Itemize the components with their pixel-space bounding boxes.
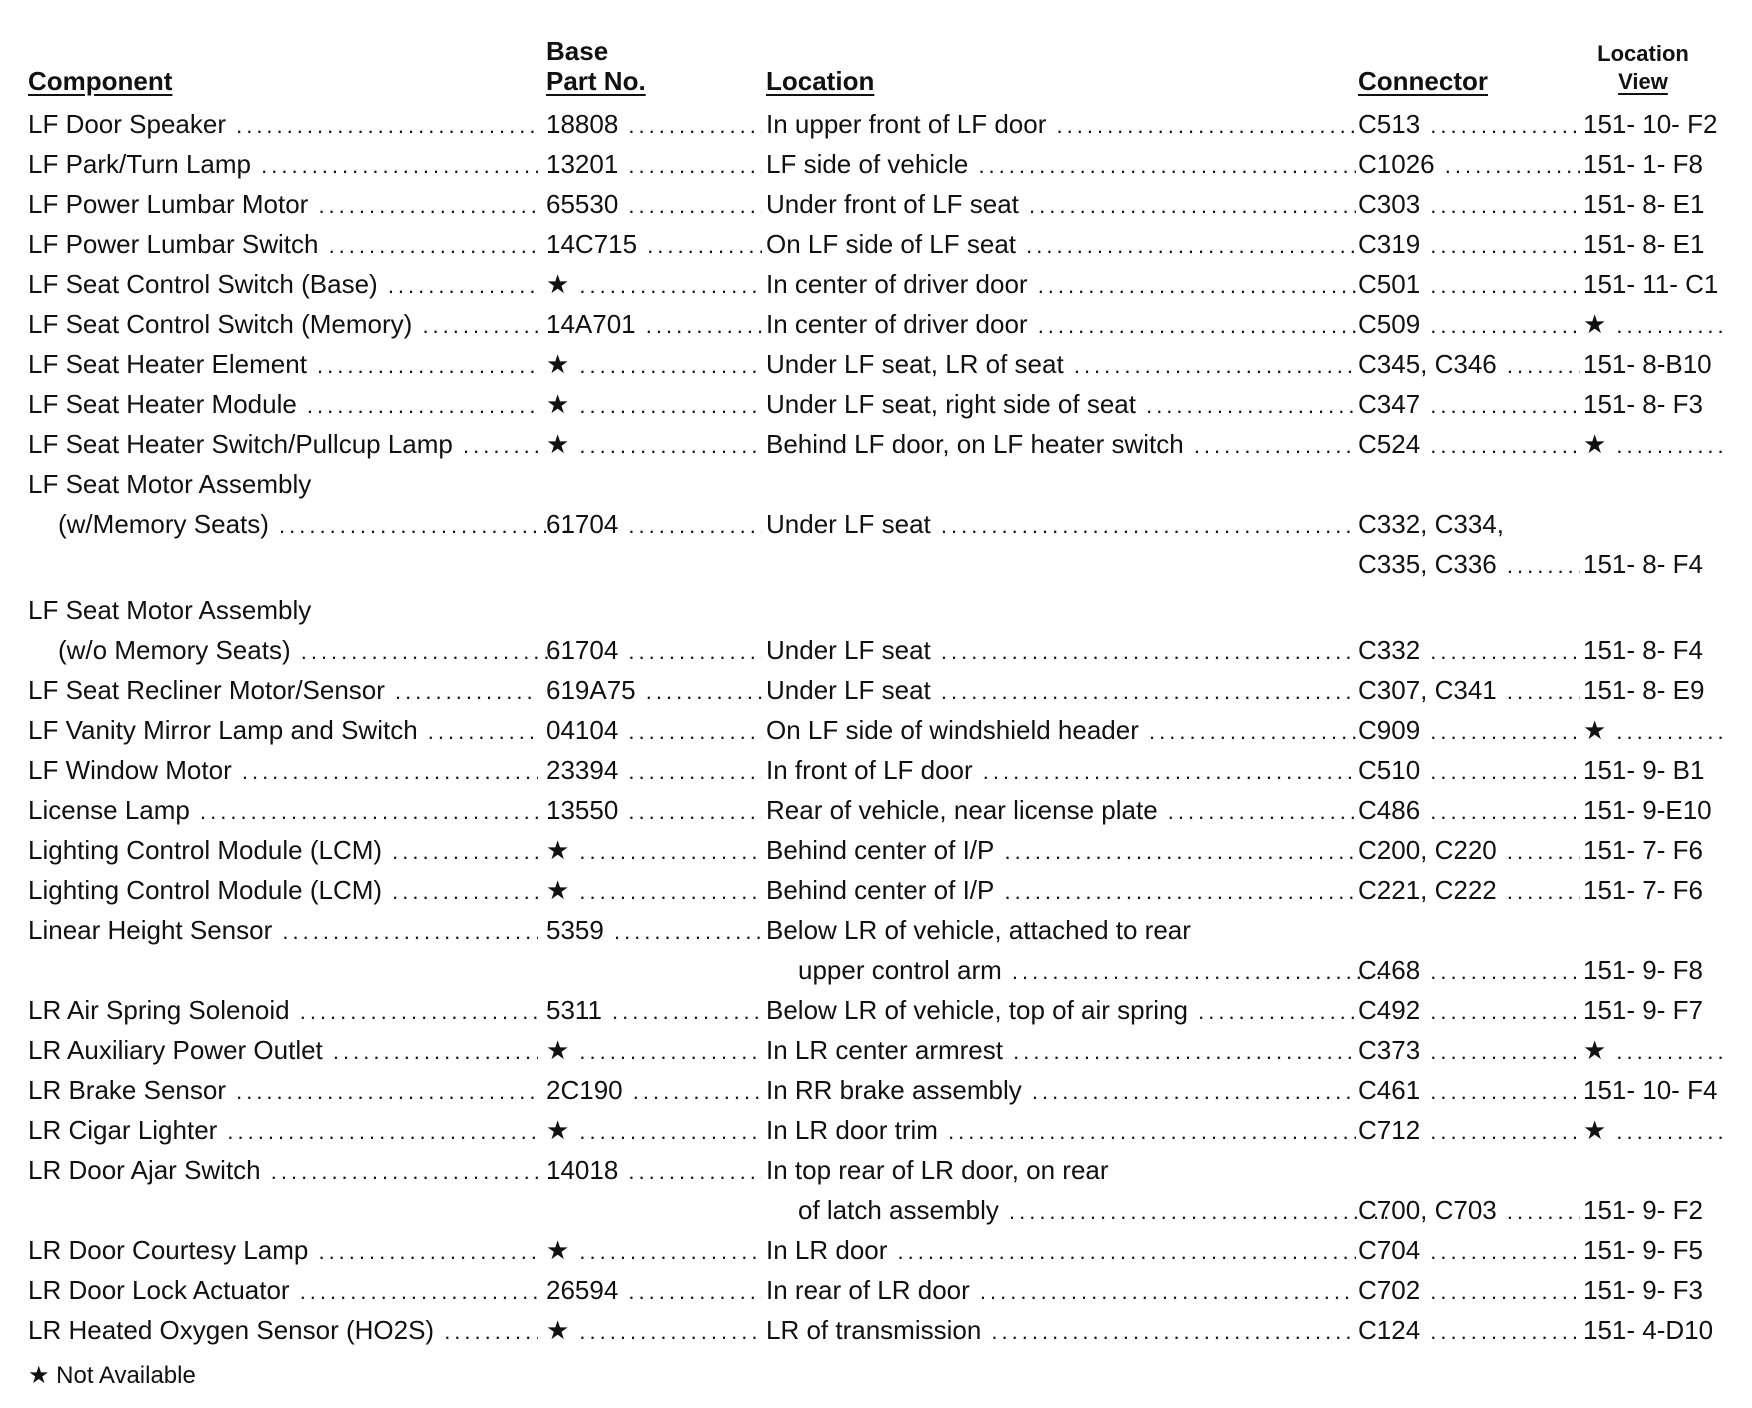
cell-location: In center of driver door ..... [766, 264, 1356, 304]
cell-part: 61704 ..... [546, 504, 762, 544]
cell-part: 61704 ..... [546, 630, 762, 670]
cell-part: 04104 ..... [546, 710, 762, 750]
cell-connector: C332 ..... [1358, 630, 1580, 670]
cell-component: LR Brake Sensor ..... [28, 1070, 538, 1110]
cell-component: LF Seat Heater Switch/Pullcup Lamp ..... [28, 424, 538, 464]
table-row [28, 1030, 1728, 1070]
cell-connector: C124 ..... [1358, 1310, 1580, 1350]
cell-part: 2C190 ..... [546, 1070, 762, 1110]
cell-part: ★ ..... [546, 1310, 762, 1350]
cell-component: LR Door Ajar Switch ..... [28, 1150, 538, 1190]
cell-connector: C700, C703 ..... [1358, 1190, 1580, 1230]
cell-part: 65530 ..... [546, 184, 762, 224]
table-row [28, 1270, 1728, 1310]
cell-location: In top rear of LR door, on rear [766, 1155, 1109, 1185]
cell-location: Behind center of I/P ..... [766, 870, 1356, 910]
cell-connector: C704 ..... [1358, 1230, 1580, 1270]
table-row [28, 304, 1728, 344]
cell-location: In LR door ..... [766, 1230, 1356, 1270]
cell-view: ★ ..... [1583, 1110, 1723, 1150]
cell-connector: C373 ..... [1358, 1030, 1580, 1070]
cell-part: ★ ..... [546, 424, 762, 464]
table-row [28, 104, 1728, 144]
cell-part: 14018 ..... [546, 1150, 762, 1190]
cell-part: 5359 ..... [546, 910, 762, 950]
table-row [28, 344, 1728, 384]
cell-part: ★ ..... [546, 870, 762, 910]
cell-component: LF Seat Heater Element ..... [28, 344, 538, 384]
cell-location: LF side of vehicle ..... [766, 144, 1356, 184]
cell-component: LF Window Motor ..... [28, 750, 538, 790]
cell-location: In front of LF door ..... [766, 750, 1356, 790]
cell-component: LR Door Courtesy Lamp ..... [28, 1230, 538, 1270]
cell-component: LF Park/Turn Lamp ..... [28, 144, 538, 184]
table-row [28, 1230, 1728, 1270]
cell-component: LR Cigar Lighter ..... [28, 1110, 538, 1150]
header-view: View [1618, 69, 1668, 94]
cell-component: LF Door Speaker ..... [28, 104, 538, 144]
cell-part: ★ ..... [546, 264, 762, 304]
cell-component: LF Seat Control Switch (Base) ..... [28, 264, 538, 304]
cell-component: (w/o Memory Seats) ..... [28, 630, 568, 670]
cell-connector: C468 ..... [1358, 950, 1580, 990]
table-row-continued [28, 504, 1728, 544]
cell-connector: C702 ..... [1358, 1270, 1580, 1310]
cell-view: ★ ..... [1583, 1030, 1723, 1070]
cell-part: 13201 ..... [546, 144, 762, 184]
table-row-continued [28, 544, 1728, 584]
cell-location: LR of transmission ..... [766, 1310, 1356, 1350]
cell-part: 13550 ..... [546, 790, 762, 830]
cell-connector: C332, C334, [1358, 509, 1504, 539]
table-row [28, 184, 1728, 224]
cell-view: 151- 4-D10 [1583, 1315, 1714, 1345]
cell-view: 151- 9- F3 [1583, 1275, 1703, 1305]
cell-part: 26594 ..... [546, 1270, 762, 1310]
cell-part: ★ ..... [546, 344, 762, 384]
table-row [28, 670, 1728, 710]
cell-view: 151- 8- F4 [1583, 635, 1703, 665]
cell-view: 151- 9- F2 [1583, 1195, 1703, 1225]
cell-location: In RR brake assembly ..... [766, 1070, 1356, 1110]
cell-connector: C509 ..... [1358, 304, 1580, 344]
cell-component: LF Seat Control Switch (Memory) ..... [28, 304, 538, 344]
table-row [28, 1310, 1728, 1350]
cell-connector: C909 ..... [1358, 710, 1580, 750]
table-row [28, 264, 1728, 304]
table-row [28, 590, 1728, 630]
cell-view: 151- 8- F4 [1583, 549, 1703, 579]
header-connector: Connector [1358, 66, 1488, 96]
cell-component: LR Auxiliary Power Outlet ..... [28, 1030, 538, 1070]
cell-connector: C200, C220 ..... [1358, 830, 1580, 870]
cell-location: Under front of LF seat ..... [766, 184, 1356, 224]
cell-view: 151- 9- F5 [1583, 1235, 1703, 1265]
cell-part: ★ ..... [546, 1110, 762, 1150]
cell-component: LR Heated Oxygen Sensor (HO2S) ..... [28, 1310, 538, 1350]
table-row-continued [28, 630, 1728, 670]
cell-component: Lighting Control Module (LCM) ..... [28, 830, 538, 870]
cell-location: of latch assembly ..... [766, 1190, 1388, 1230]
cell-view: 151- 7- F6 [1583, 835, 1703, 865]
cell-view: 151- 7- F6 [1583, 875, 1703, 905]
cell-location: In upper front of LF door ..... [766, 104, 1356, 144]
header-part-no: Part No. [546, 66, 646, 96]
table-row [28, 1110, 1728, 1150]
footnote: ★ Not Available [28, 1362, 196, 1389]
cell-part: ★ ..... [546, 384, 762, 424]
cell-component: LF Vanity Mirror Lamp and Switch ..... [28, 710, 538, 750]
cell-part: 14A701 ..... [546, 304, 762, 344]
header-location-view [1583, 40, 1703, 96]
cell-location: On LF side of LF seat ..... [766, 224, 1356, 264]
cell-connector: C492 ..... [1358, 990, 1580, 1030]
cell-component: LF Power Lumbar Motor ..... [28, 184, 538, 224]
cell-part: ★ ..... [546, 830, 762, 870]
header-part [546, 36, 646, 96]
table-row [28, 1070, 1728, 1110]
cell-part: ★ ..... [546, 1030, 762, 1070]
cell-component: LR Door Lock Actuator ..... [28, 1270, 538, 1310]
table-body [28, 104, 1728, 1350]
cell-view: 151- 9- B1 [1583, 755, 1705, 785]
cell-component: LF Seat Recliner Motor/Sensor ..... [28, 670, 538, 710]
cell-connector: C345, C346 ..... [1358, 344, 1580, 384]
header-base: Base [546, 36, 609, 66]
cell-connector: C501 ..... [1358, 264, 1580, 304]
cell-view: 151- 8- E1 [1583, 229, 1705, 259]
cell-connector: C303 ..... [1358, 184, 1580, 224]
cell-location: Behind LF door, on LF heater switch ..... [766, 424, 1356, 464]
cell-component: LF Power Lumbar Switch ..... [28, 224, 538, 264]
cell-connector: C335, C336 ..... [1358, 544, 1580, 584]
cell-component: Lighting Control Module (LCM) ..... [28, 870, 538, 910]
cell-view: ★ ..... [1583, 710, 1723, 750]
cell-connector: C524 ..... [1358, 424, 1580, 464]
cell-connector: C221, C222 ..... [1358, 870, 1580, 910]
cell-location: Below LR of vehicle, top of air spring ..... [766, 990, 1356, 1030]
cell-component: (w/Memory Seats) ..... [28, 504, 568, 544]
cell-part: 5311 ..... [546, 990, 762, 1030]
table-header [28, 20, 1728, 96]
table-row [28, 1150, 1728, 1190]
cell-connector: C486 ..... [1358, 790, 1580, 830]
cell-location: Rear of vehicle, near license plate ..... [766, 790, 1356, 830]
cell-location: In LR door trim ..... [766, 1110, 1356, 1150]
cell-connector: C307, C341 ..... [1358, 670, 1580, 710]
cell-view: 151- 8- F3 [1583, 389, 1703, 419]
table-row [28, 750, 1728, 790]
cell-component: LF Seat Motor Assembly [28, 469, 312, 499]
cell-view: 151- 8- E9 [1583, 675, 1705, 705]
cell-connector: C319 ..... [1358, 224, 1580, 264]
parts-location-table [28, 20, 1728, 1394]
table-row [28, 424, 1728, 464]
cell-component: LF Seat Heater Module ..... [28, 384, 538, 424]
cell-part: 23394 ..... [546, 750, 762, 790]
cell-location: Under LF seat, right side of seat ..... [766, 384, 1356, 424]
cell-location: In center of driver door ..... [766, 304, 1356, 344]
cell-part: 14C715 ..... [546, 224, 762, 264]
cell-location: upper control arm ..... [766, 950, 1388, 990]
cell-view: ★ ..... [1583, 424, 1723, 464]
cell-connector: C513 ..... [1358, 104, 1580, 144]
cell-location: Under LF seat ..... [766, 670, 1356, 710]
cell-view: 151- 8- E1 [1583, 189, 1705, 219]
cell-view: 151- 8-B10 [1583, 349, 1712, 379]
cell-location: Under LF seat ..... [766, 630, 1356, 670]
table-row [28, 990, 1728, 1030]
cell-location: Behind center of I/P ..... [766, 830, 1356, 870]
cell-view: 151- 10- F2 [1583, 109, 1718, 139]
table-row-continued [28, 950, 1728, 990]
header-location-top: Location [1597, 41, 1689, 66]
cell-location: On LF side of windshield header ..... [766, 710, 1356, 750]
header-component: Component [28, 66, 173, 96]
cell-connector: C347 ..... [1358, 384, 1580, 424]
cell-location: Under LF seat ..... [766, 504, 1356, 544]
cell-connector: C1026 ..... [1358, 144, 1580, 184]
table-row [28, 464, 1728, 504]
cell-component: LR Air Spring Solenoid ..... [28, 990, 538, 1030]
cell-part: ★ ..... [546, 1230, 762, 1270]
cell-location: Below LR of vehicle, attached to rear [766, 915, 1191, 945]
cell-component: License Lamp ..... [28, 790, 538, 830]
cell-location: Under LF seat, LR of seat ..... [766, 344, 1356, 384]
cell-view: 151- 9-E10 [1583, 795, 1712, 825]
table-row-continued [28, 1190, 1728, 1230]
cell-location: In rear of LR door ..... [766, 1270, 1356, 1310]
cell-connector: C461 ..... [1358, 1070, 1580, 1110]
cell-connector: C712 ..... [1358, 1110, 1580, 1150]
cell-part: 619A75 ..... [546, 670, 762, 710]
table-row [28, 224, 1728, 264]
cell-view: 151- 10- F4 [1583, 1075, 1718, 1105]
cell-location: In LR center armrest ..... [766, 1030, 1356, 1070]
table-row [28, 144, 1728, 184]
table-row [28, 830, 1728, 870]
header-location: Location [766, 66, 875, 96]
cell-view: ★ ..... [1583, 304, 1723, 344]
table-row [28, 710, 1728, 750]
table-row [28, 870, 1728, 910]
table-row [28, 910, 1728, 950]
cell-component: LF Seat Motor Assembly [28, 595, 312, 625]
cell-view: 151- 1- F8 [1583, 149, 1703, 179]
table-row [28, 384, 1728, 424]
cell-part: 18808 ..... [546, 104, 762, 144]
cell-component: Linear Height Sensor ..... [28, 910, 538, 950]
cell-connector: C510 ..... [1358, 750, 1580, 790]
cell-view: 151- 9- F7 [1583, 995, 1703, 1025]
table-row [28, 790, 1728, 830]
cell-view: 151- 9- F8 [1583, 955, 1703, 985]
cell-view: 151- 11- C1 [1583, 269, 1719, 299]
